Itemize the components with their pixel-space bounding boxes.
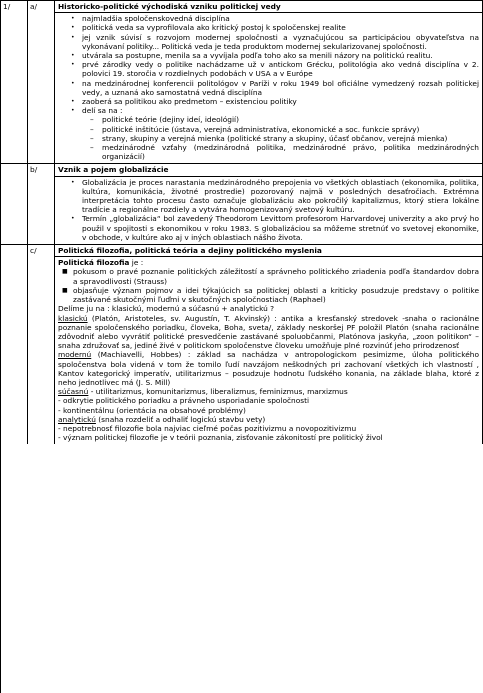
list-item: • Globalizácia je proces narastania medzinárodného prepojenia vo všetkých oblastiach (ekonomika, politika, kultúra, komunikácia, životné prostredie) pozorovaný najmä v posledných desaťročiach. Extrémna interpretácia tohto procesu často označuje globalizáciu ako pokročilý kapitalizmus, ktorý stiera lokálne tradície a regionálne rozdiely a vytvára homogenizovaný svetový kultúru.	[82, 178, 479, 215]
term-label: analytickú	[58, 414, 96, 424]
list-item: • jej vznik súvisí s rozvojom modernej spoločnosti a vyznačujúcou sa participáciou obyvateľstva na vykonávaní politiky... Politická veda je teda produktom modernej sekularizovanej spoločnosti.	[82, 33, 479, 51]
dash-line: - nepotrebnosť filozofie bola najviac cieľmé počas pozitivizmu a novopozitivizmu	[58, 423, 357, 433]
sub-list-item: – politické inštitúcie (ústava, verejná administratíva, ekonomické a soc. funkcie správy)	[102, 125, 479, 134]
question-letter: b/	[28, 164, 55, 244]
list-item: ■ objasňuje význam pojmov a idei týkajúcich sa politickej oblasti a kriticky posudzuje predstavy o politike zastávané skutočnými ľuďmi v skutočných spoločnostiach (Raphael)	[73, 286, 479, 304]
list-item: • prvé zárodky vedy o politike nachádzame už v antickom Grécku, politológia ako vedná disciplína v 2. polovici 19. storočia v rozdielnych podobách v USA a v Európe	[82, 60, 479, 78]
answer-cell	[55, 245, 483, 444]
term-label: klasickú	[58, 313, 88, 323]
answer-cell	[55, 1, 483, 163]
paragraph-klasicka	[58, 314, 479, 351]
answer-cell	[55, 164, 483, 244]
list-item	[82, 106, 479, 161]
paragraph-text: (snaha rozdeliť a odhaliť logickú stavbu vety)	[95, 414, 266, 424]
table-row	[1, 245, 483, 444]
section-heading: Vznik a pojem globalizácie	[55, 164, 482, 176]
term-label: súčasnú	[58, 387, 89, 397]
sub-list-item: – medzinárodné vzťahy (medzinárodná politika, medzinárodné právo, politika medzinárodných organizácií)	[102, 143, 479, 161]
intro-text: je :	[129, 258, 144, 268]
paragraph-sucasna	[58, 387, 479, 396]
list-item: • politická veda sa vyprofilovala ako kritický postoj k spoločenskej realite	[82, 23, 479, 32]
bullet-list	[58, 14, 479, 161]
paragraph-moderna	[58, 350, 479, 387]
section-heading: Historicko-politické východiská vzniku politickej vedy	[55, 1, 482, 13]
section-body	[55, 257, 482, 444]
list-item: ■ pokusom o pravé poznanie politických záležitostí a správneho politického zriadenia podľa štandardov dobra a spravodlivosti (Strauss)	[73, 267, 479, 285]
paragraph-text: - utilitarizmus, komunitarizmus, liberalizmus, feminizmus, marxizmus	[88, 387, 348, 397]
term-label: Politická filozofia	[58, 258, 130, 268]
question-number	[1, 164, 28, 244]
sub-list-item: – politické teórie (dejiny ideí, ideológií)	[102, 115, 479, 124]
term-label: modernú	[58, 350, 92, 360]
question-number: 1/	[1, 1, 28, 163]
list-item: • zaoberá sa politikou ako predmetom – existenciou politiky	[82, 97, 479, 106]
paragraph-analyticka	[58, 415, 479, 424]
question-number	[1, 245, 28, 444]
section-heading: Politická filozofia, politická teória a dejiny politického myslenia	[55, 245, 482, 257]
sub-list-item: – strany, skupiny a verejná mienka (politické strany a skupiny, účasť občanov, verejná mienka)	[102, 134, 479, 143]
paragraph-text: (Machiavelli, Hobbes) : základ sa nachádza v antropologickom pesimizme, úloha politického spoločenstva bola videná v tom že tomilo ľudí navzájom neškodných pri zachovaní všetkých ich vlastností , Kantov kategorický imperatív, utilitarizmus – posudzuje hodnotu ľudského konania, na základe blaha, ktoré z neho jednotlivec má (J. S. Mill)	[58, 350, 479, 387]
list-item: • na medzinárodnej konferencii politológov v Paríži v roku 1949 bol oficiálne vymedzený rozsah politickej vedy, a uznaná ako samostatná vedná disciplína	[82, 79, 479, 97]
question-letter: c/	[28, 245, 55, 444]
section-body	[55, 177, 482, 244]
list-item: • Termín „globalizácia“ bol zavedený Theodorom Levittom profesorom Harvardovej univerzity a ako prvý ho použil v spojitosti s ekonomikou v roku 1983. S globalizáciou sa môžeme stretnúť vo svetovej ekonomike, v obchode, v kultúre ako aj v iných oblastiach nášho života.	[82, 214, 479, 242]
list-item: • utvárala sa postupne, menila sa a vyvíjala podľa toho ako sa menili názory na politickú realitu.	[82, 51, 479, 60]
intro-line	[58, 258, 479, 267]
dash-line: - kontinentálnu (orientácia na obsahové problémy)	[58, 405, 246, 415]
square-bullet-list	[58, 267, 479, 304]
list-item: • najmladšia spoločenskovedná disciplína	[82, 14, 479, 23]
bullet-list	[58, 178, 479, 242]
question-letter: a/	[28, 1, 55, 163]
section-body	[55, 13, 482, 163]
division-line: Delíme ju na : klasickú, modernú a súčasnú + analytickú ?	[58, 304, 275, 314]
table-row	[1, 1, 483, 164]
sub-list	[82, 115, 479, 161]
table-row	[1, 164, 483, 245]
dash-line: - význam politickej filozofie je v teórii poznania, zisťovanie zákonitostí pre politický živol	[58, 433, 383, 443]
dash-line: - odkrytie politického poriadku a právneho usporiadanie spoločnosti	[58, 396, 310, 406]
paragraph-text: (Platón, Aristoteles, sv. Augustín, T. Akvinský) : antika a kresťanský stredovek -snaha o racionálne poznanie spoločenského poriadku, človeka, Boha, sveta/, základy neskoršej PF položil Platón (snaha racionálne zdôvodniť alebo vyvrátiť politické presvedčenie zastávané spoluobčanmi, Platónova jaskyňa, „zoon politikon“ – snaha združovať sa, jediné živé v politickom spoločenstve človeku umožňuje plné rozvinúť jeho prirodzenosť	[58, 313, 479, 351]
list-item-text: delí sa na :	[82, 106, 123, 116]
